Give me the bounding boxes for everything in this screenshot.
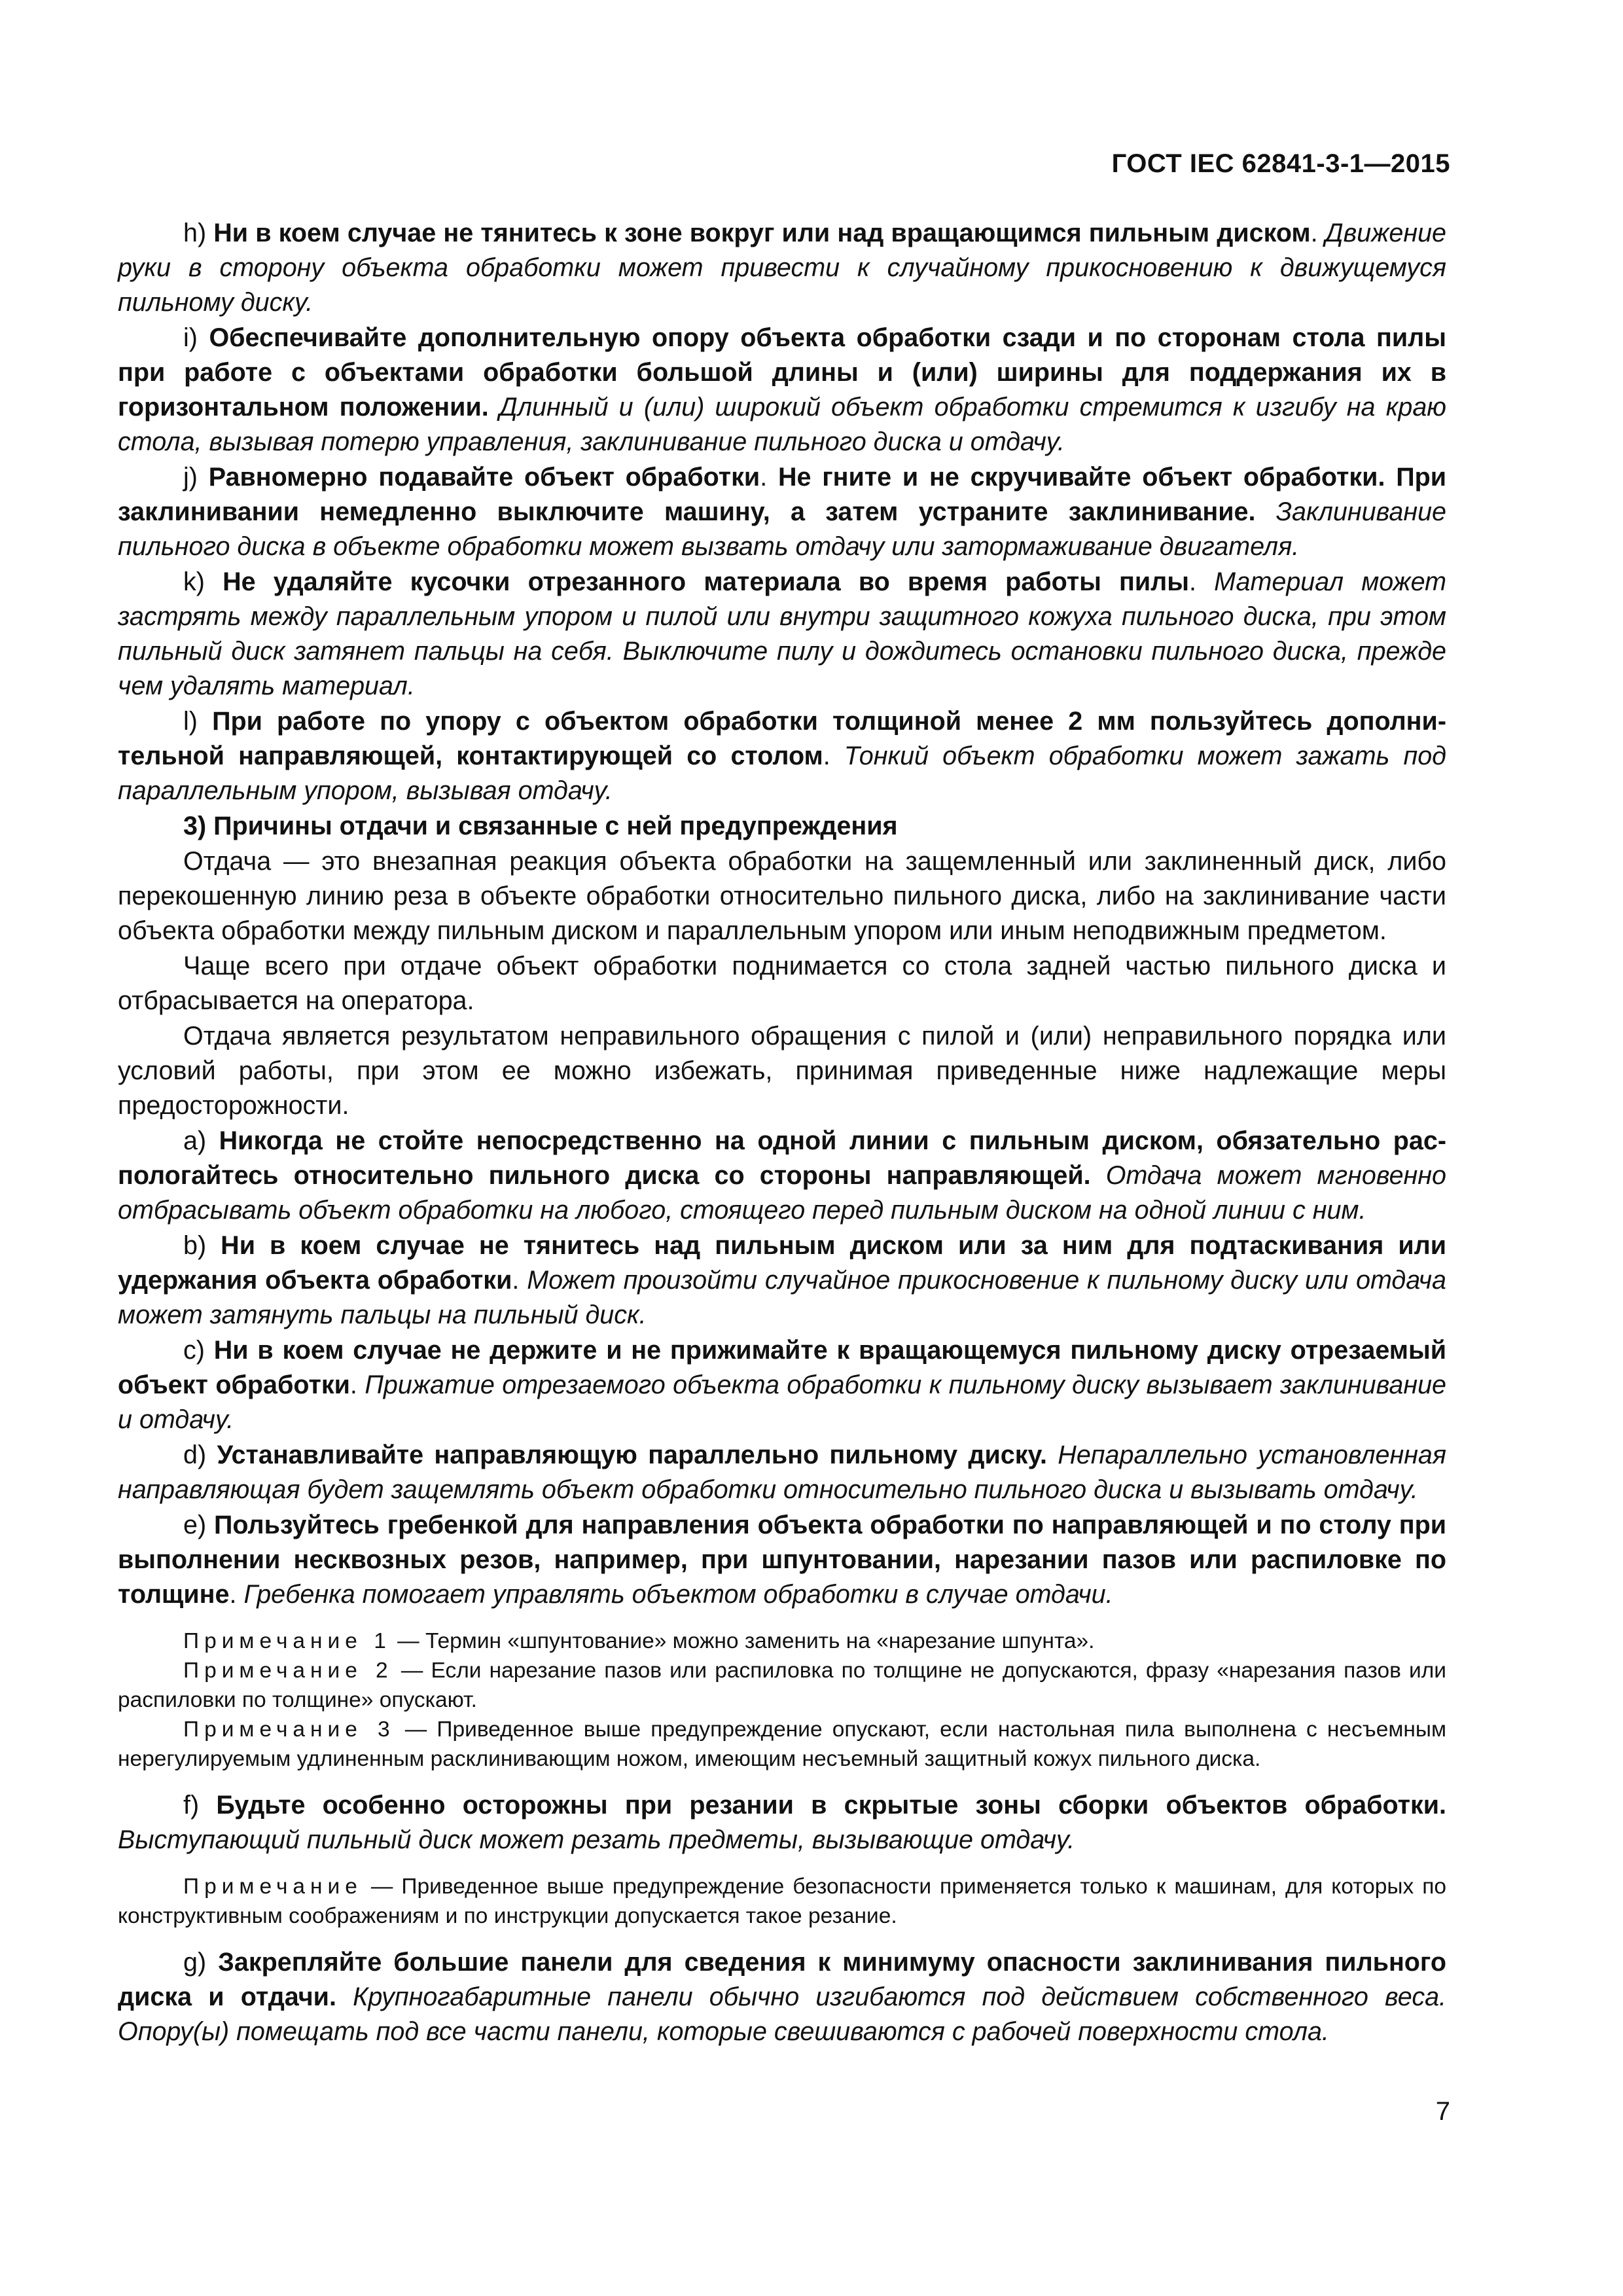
item-letter: j) [183,463,198,492]
kickback-item-c [118,1333,1446,1437]
item-punct: . [823,742,830,770]
item-italic-text: Движение руки в сторону объекта обработки может привести к случайному прикосновению к движущемуся пильному диску. [118,219,1447,317]
note-2 [118,1656,1446,1715]
kickback-item-b [118,1229,1446,1333]
item-bold-text: Равномерно подавайте объект обработки [208,463,760,492]
note-label: Примечание 3 [183,1717,395,1742]
item-italic-text: Непараллельно установленная направляющая будет защемлять объект обработки относительно пильного диска и вызывать отдачу. [118,1441,1446,1504]
note-text: — Если нарезание пазов или распиловка по толщине не допускаются, фразу «нарезания пазов или распиловки по толщине» опускают. [118,1659,1446,1712]
section-paragraph-1: Отдача — это внезапная реакция объекта обработки на защемленный или заклиненный диск, либо перекошенную линию реза в объекте обработки относительно пильного диска, либо на заклинивание части объекта обработки между пильным диском и параллельным упором или иным неподвижным предметом. [118,847,1446,945]
note-label: Примечание 2 [183,1659,393,1683]
item-italic-text: Может произойти случайное прикосновение к пильному диску или отдача может затянуть пальцы на пильный диск. [118,1266,1447,1329]
item-punct: . [349,1371,357,1399]
item-letter: l) [183,707,198,736]
note-1 [118,1626,1446,1656]
item-italic-text: Гребенка помогает управлять объектом обработки в случае отдачи. [243,1580,1113,1609]
kickback-item-g [118,1945,1446,2049]
item-italic-text: Крупногабаритные панели обычно изгибаются под действием собственного веса. Опору(ы) помещать под все части панели, которые свешиваются с рабочей поверхности стола. [118,1982,1447,2046]
item-bold-text: Никогда не стойте непосредственно на одной линии с пильным диском, обязательно распологайтесь относительно пильного диска со стороны направляющей. [118,1126,1446,1190]
item-bold-text: Ни в коем случае не держите и не прижимайте к вращающемуся пильному диску отрезаемый объект обработки [118,1336,1447,1399]
note-label: Примечание 1 [183,1629,391,1653]
item-bold-text: Пользуйтесь гребенкой для направления объекта обработки по направляющей и по столу при выполнении несквозных резов, например, при шпунтовании, нарезании пазов или распиловке по толщине [118,1511,1446,1609]
note-text: — Приведенное выше предупреждение безопасности применяется только к машинам, для которых по конструктивным соображениям и по инструкции допускается такое резание. [118,1874,1446,1928]
item-bold-text: Закрепляйте большие панели для сведения к минимуму опасности заклинивания пильного диска и отдачи. [118,1948,1446,2011]
section-paragraph-3: Отдача является результатом неправильного обращения с пилой и (или) неправильного порядка или условий работы, при этом ее можно избежать, принимая приведенные ниже надлежащие меры предосторожности. [118,1022,1446,1120]
item-punct: . [229,1580,237,1609]
kickback-item-e [118,1508,1446,1612]
item-bold-text: Не удаляйте кусочки отрезанного материала во время работы пилы [223,567,1190,596]
warning-item-h [118,216,1446,320]
item-bold-text: Ни в коем случае не тянитесь к зоне вокруг или над вращающимся пильным диском [213,219,1311,247]
note-f [118,1872,1446,1931]
warning-item-j [118,460,1446,564]
document-body [118,216,1446,2050]
note-label: Примечание [183,1874,363,1899]
warning-item-l [118,704,1446,808]
item-italic-text: Отдача может мгновенно отбрасывать объект обработки на любого, стоящего перед пильным диском на одной линии с ним. [118,1161,1446,1225]
item-italic-text: Тонкий объект обработки может зажать под параллельным упором, вызывая отдачу. [118,742,1446,805]
item-bold-text: Будьте особенно осторожны при резании в скрытые зоны сборки объектов обработки. [216,1791,1446,1820]
item-italic-text: Прижатие отрезаемого объекта обработки к пильному диску вызывает заклинивание и отдачу. [118,1371,1447,1434]
item-punct: . [760,463,778,492]
note-text: — Термин «шпунтование» можно заменить на «нарезание шпунта». [391,1629,1095,1653]
item-letter: e) [183,1511,207,1539]
item-letter: i) [183,323,198,352]
item-letter: a) [183,1126,207,1155]
kickback-item-d [118,1438,1446,1507]
item-letter: b) [183,1231,207,1260]
item-bold-text-2: Не гните и не скручивайте объект обработки. При заклинивании немедленно выключите машину, а затем устраните заклинивание. [118,463,1446,526]
item-italic-text: Заклинивание пильного диска в объекте обработки может вызвать отдачу или затормаживание двигателя. [118,497,1446,561]
item-italic-text: Выступающий пильный диск может резать предметы, вызывающие отдачу. [118,1825,1075,1854]
item-letter: h) [183,219,207,247]
item-bold-text: Ни в коем случае не тянитесь над пильным диском или за ним для подтаскивания или удержания объекта обработки [118,1231,1446,1295]
note-3 [118,1715,1446,1774]
item-bold-text: Устанавливайте направляющую параллельно пильному диску. [217,1441,1047,1469]
kickback-item-a [118,1124,1446,1228]
section-heading: 3) Причины отдачи и связанные с ней предупреждения [183,812,898,840]
page-number: 7 [1435,2097,1450,2126]
warning-item-k [118,565,1446,704]
item-letter: c) [183,1336,205,1365]
item-punct: . [1189,567,1196,596]
item-italic-text: Длинный и (или) широкий объект обработки стремится к изгибу на краю стола, вызывая потерю управления, заклинивание пильного диска и отдачу. [118,393,1446,456]
document-header: ГОСТ IEC 62841-3-1—2015 [1111,149,1450,178]
item-punct: . [512,1266,520,1295]
kickback-item-f [118,1788,1446,1857]
section-paragraph-2: Чаще всего при отдаче объект обработки поднимается со стола задней частью пильного диска и отбрасывается на оператора. [118,952,1446,1015]
item-bold-text: При работе по упору с объектом обработки толщиной менее 2 мм пользуйтесь дополнительной направляющей, контактирующей со столом [118,707,1446,770]
note-text: — Приведенное выше предупреждение опускают, если настольная пила выполнена с несъемным нерегулируемым удлиненным расклинивающим ножом, имеющим несъемный защитный кожух пильного диска. [118,1717,1446,1771]
warning-item-i [118,321,1446,459]
item-italic-text: Материал может застрять между параллельным упором и пилой или внутри защитного кожуха пильного диска, при этом пильный диск затянет пальцы на себя. Выключите пилу и дождитесь остановки пильного диска, прежде чем удалять материал. [118,567,1447,700]
item-letter: k) [183,567,205,596]
item-letter: d) [183,1441,207,1469]
item-punct: . [1310,219,1318,247]
item-bold-text: Обеспечивайте дополнительную опору объекта обработки сзади и по сторонам стола пилы при работе с объектами обработки большой длины и (или) ширины для поддержания их в горизонтальном положении. [118,323,1446,422]
item-letter: f) [183,1791,200,1820]
item-letter: g) [183,1948,207,1977]
